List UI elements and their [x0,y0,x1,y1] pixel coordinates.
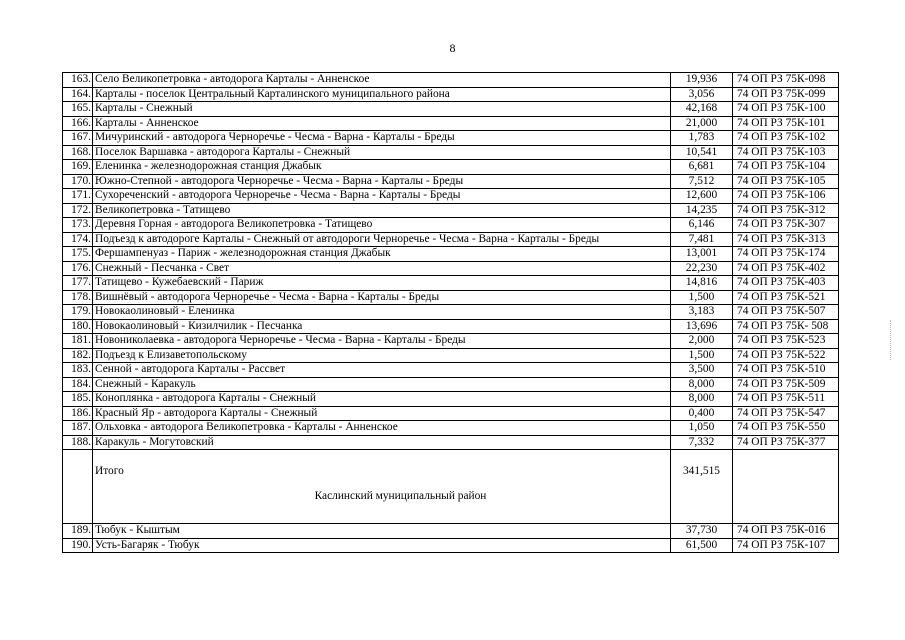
empty-cell [733,511,839,524]
row-number: 183. [63,363,93,378]
row-number: 184. [63,377,93,392]
table-row [63,145,839,160]
road-name: Ольховка - автодорога Великопетровка - Карталы - Анненское [93,421,671,436]
total-label: Итого [93,462,671,481]
empty-cell [63,511,93,524]
empty-cell [93,511,671,524]
road-length: 1,050 [671,421,733,436]
road-length: 61,500 [671,538,733,553]
table-row [63,421,839,436]
row-number: 187. [63,421,93,436]
table-row [63,538,839,553]
row-number: 171. [63,189,93,204]
road-name: Сенной - автодорога Карталы - Рассвет [93,363,671,378]
road-name: Новокаолиновый - Еленинка [93,305,671,320]
road-length: 42,168 [671,102,733,117]
road-code: 74 ОП РЗ 75К-313 [733,232,839,247]
table-row [63,116,839,131]
road-length: 19,936 [671,73,733,88]
row-number: 180. [63,319,93,334]
road-code: 74 ОП РЗ 75К-107 [733,538,839,553]
road-name: Снежный - Песчанка - Свет [93,261,671,276]
empty-cell [63,450,93,463]
road-length: 3,500 [671,363,733,378]
road-code: 74 ОП РЗ 75К-511 [733,392,839,407]
road-length: 0,400 [671,406,733,421]
district-title: Каслинский муниципальный район [93,481,671,511]
table-row [63,131,839,146]
road-code: 74 ОП РЗ 75К-100 [733,102,839,117]
road-length: 37,730 [671,524,733,539]
road-code: 74 ОП РЗ 75К-101 [733,116,839,131]
total-length: 341,515 [671,462,733,481]
road-code: 74 ОП РЗ 75К-403 [733,276,839,291]
road-code: 74 ОП РЗ 75К-377 [733,435,839,450]
table-row [63,319,839,334]
road-name: Новониколаевка - автодорога Черноречье - Чесма - Варна - Карталы - Бреды [93,334,671,349]
road-name: Подъезд к автодороге Карталы - Снежный от автодороги Черноречье - Чесма - Варна - Карталы - Бреды [93,232,671,247]
road-name: Деревня Горная - автодорога Великопетровка - Татищево [93,218,671,233]
table-row [63,102,839,117]
row-number: 170. [63,174,93,189]
table-row [63,377,839,392]
row-number: 185. [63,392,93,407]
road-code: 74 ОП РЗ 75К- 508 [733,319,839,334]
row-number: 165. [63,102,93,117]
road-length: 13,696 [671,319,733,334]
table-row [63,174,839,189]
row-number: 168. [63,145,93,160]
table-row [63,247,839,262]
road-length: 8,000 [671,392,733,407]
empty-cell [671,450,733,463]
total-row [63,462,839,481]
row-number: 164. [63,87,93,102]
road-name: Еленинка - железнодорожная станция Джабык [93,160,671,175]
road-name: Каракуль - Могутовский [93,435,671,450]
row-number: 167. [63,131,93,146]
road-name: Карталы - поселок Центральный Карталинского муниципального района [93,87,671,102]
table-row [63,261,839,276]
table-row [63,406,839,421]
road-length: 14,235 [671,203,733,218]
road-name: Коноплянка - автодорога Карталы - Снежный [93,392,671,407]
road-name: Подъезд к Елизаветопольскому [93,348,671,363]
row-number: 169. [63,160,93,175]
road-length: 12,600 [671,189,733,204]
table-row [63,435,839,450]
road-code: 74 ОП РЗ 75К-307 [733,218,839,233]
row-number: 176. [63,261,93,276]
empty-cell [93,450,671,463]
empty-cell [733,481,839,511]
road-length: 3,183 [671,305,733,320]
row-number: 173. [63,218,93,233]
road-name: Карталы - Снежный [93,102,671,117]
road-code: 74 ОП РЗ 75К-102 [733,131,839,146]
road-length: 1,500 [671,290,733,305]
road-code: 74 ОП РЗ 75К-312 [733,203,839,218]
table-row [63,392,839,407]
empty-cell [671,481,733,511]
road-length: 22,230 [671,261,733,276]
road-length: 21,000 [671,116,733,131]
road-code: 74 ОП РЗ 75К-098 [733,73,839,88]
road-length: 13,001 [671,247,733,262]
road-name: Новокаолиновый - Кизилчилик - Песчанка [93,319,671,334]
road-length: 2,000 [671,334,733,349]
road-code: 74 ОП РЗ 75К-522 [733,348,839,363]
margin-mark [890,320,892,360]
road-length: 3,056 [671,87,733,102]
row-number: 175. [63,247,93,262]
road-name: Карталы - Анненское [93,116,671,131]
road-code: 74 ОП РЗ 75К-547 [733,406,839,421]
table-row [63,290,839,305]
table-row [63,87,839,102]
road-code: 74 ОП РЗ 75К-523 [733,334,839,349]
road-length: 8,000 [671,377,733,392]
empty-cell [671,511,733,524]
row-number: 188. [63,435,93,450]
road-name: Татищево - Кужебаевский - Париж [93,276,671,291]
row-number: 177. [63,276,93,291]
road-code: 74 ОП РЗ 75К-507 [733,305,839,320]
road-name: Южно-Степной - автодорога Черноречье - Чесма - Варна - Карталы - Бреды [93,174,671,189]
table-row [63,218,839,233]
table-row [63,160,839,175]
road-name: Поселок Варшавка - автодорога Карталы - Снежный [93,145,671,160]
spacer-row [63,450,839,463]
row-number: 179. [63,305,93,320]
empty-cell [63,481,93,511]
road-code: 74 ОП РЗ 75К-402 [733,261,839,276]
empty-cell [63,462,93,481]
row-number: 166. [63,116,93,131]
road-name: Снежный - Каракуль [93,377,671,392]
road-code: 74 ОП РЗ 75К-510 [733,363,839,378]
road-name: Мичуринский - автодорога Черноречье - Чесма - Варна - Карталы - Бреды [93,131,671,146]
road-length: 10,541 [671,145,733,160]
road-name: Великопетровка - Татищево [93,203,671,218]
roads-table [62,72,839,553]
district-row [63,481,839,511]
spacer-row [63,511,839,524]
road-name: Тюбук - Кыштым [93,524,671,539]
road-code: 74 ОП РЗ 75К-106 [733,189,839,204]
row-number: 182. [63,348,93,363]
road-length: 6,146 [671,218,733,233]
road-code: 74 ОП РЗ 75К-016 [733,524,839,539]
road-length: 7,332 [671,435,733,450]
road-length: 1,500 [671,348,733,363]
table-row [63,334,839,349]
road-name: Красный Яр - автодорога Карталы - Снежный [93,406,671,421]
row-number: 181. [63,334,93,349]
table-row [63,305,839,320]
road-code: 74 ОП РЗ 75К-105 [733,174,839,189]
table-row [63,524,839,539]
road-name: Фершампенуаз - Париж - железнодорожная станция Джабык [93,247,671,262]
road-code: 74 ОП РЗ 75К-103 [733,145,839,160]
road-length: 1,783 [671,131,733,146]
road-length: 7,512 [671,174,733,189]
road-name: Село Великопетровка - автодорога Карталы - Анненское [93,73,671,88]
road-length: 14,816 [671,276,733,291]
road-code: 74 ОП РЗ 75К-174 [733,247,839,262]
road-name: Вишнёвый - автодорога Черноречье - Чесма - Варна - Карталы - Бреды [93,290,671,305]
road-length: 6,681 [671,160,733,175]
table-row [63,276,839,291]
table-row [63,189,839,204]
row-number: 178. [63,290,93,305]
table-row [63,232,839,247]
empty-cell [733,450,839,463]
road-length: 7,481 [671,232,733,247]
empty-cell [733,462,839,481]
road-name: Сухореченский - автодорога Черноречье - Чесма - Варна - Карталы - Бреды [93,189,671,204]
road-code: 74 ОП РЗ 75К-104 [733,160,839,175]
row-number: 189. [63,524,93,539]
row-number: 186. [63,406,93,421]
table-row [63,348,839,363]
row-number: 163. [63,73,93,88]
road-code: 74 ОП РЗ 75К-509 [733,377,839,392]
road-name: Усть-Багаряк - Тюбук [93,538,671,553]
road-code: 74 ОП РЗ 75К-550 [733,421,839,436]
road-code: 74 ОП РЗ 75К-521 [733,290,839,305]
row-number: 190. [63,538,93,553]
road-code: 74 ОП РЗ 75К-099 [733,87,839,102]
row-number: 174. [63,232,93,247]
table-row [63,73,839,88]
table-row [63,363,839,378]
row-number: 172. [63,203,93,218]
table-row [63,203,839,218]
page-number: 8 [449,41,456,55]
